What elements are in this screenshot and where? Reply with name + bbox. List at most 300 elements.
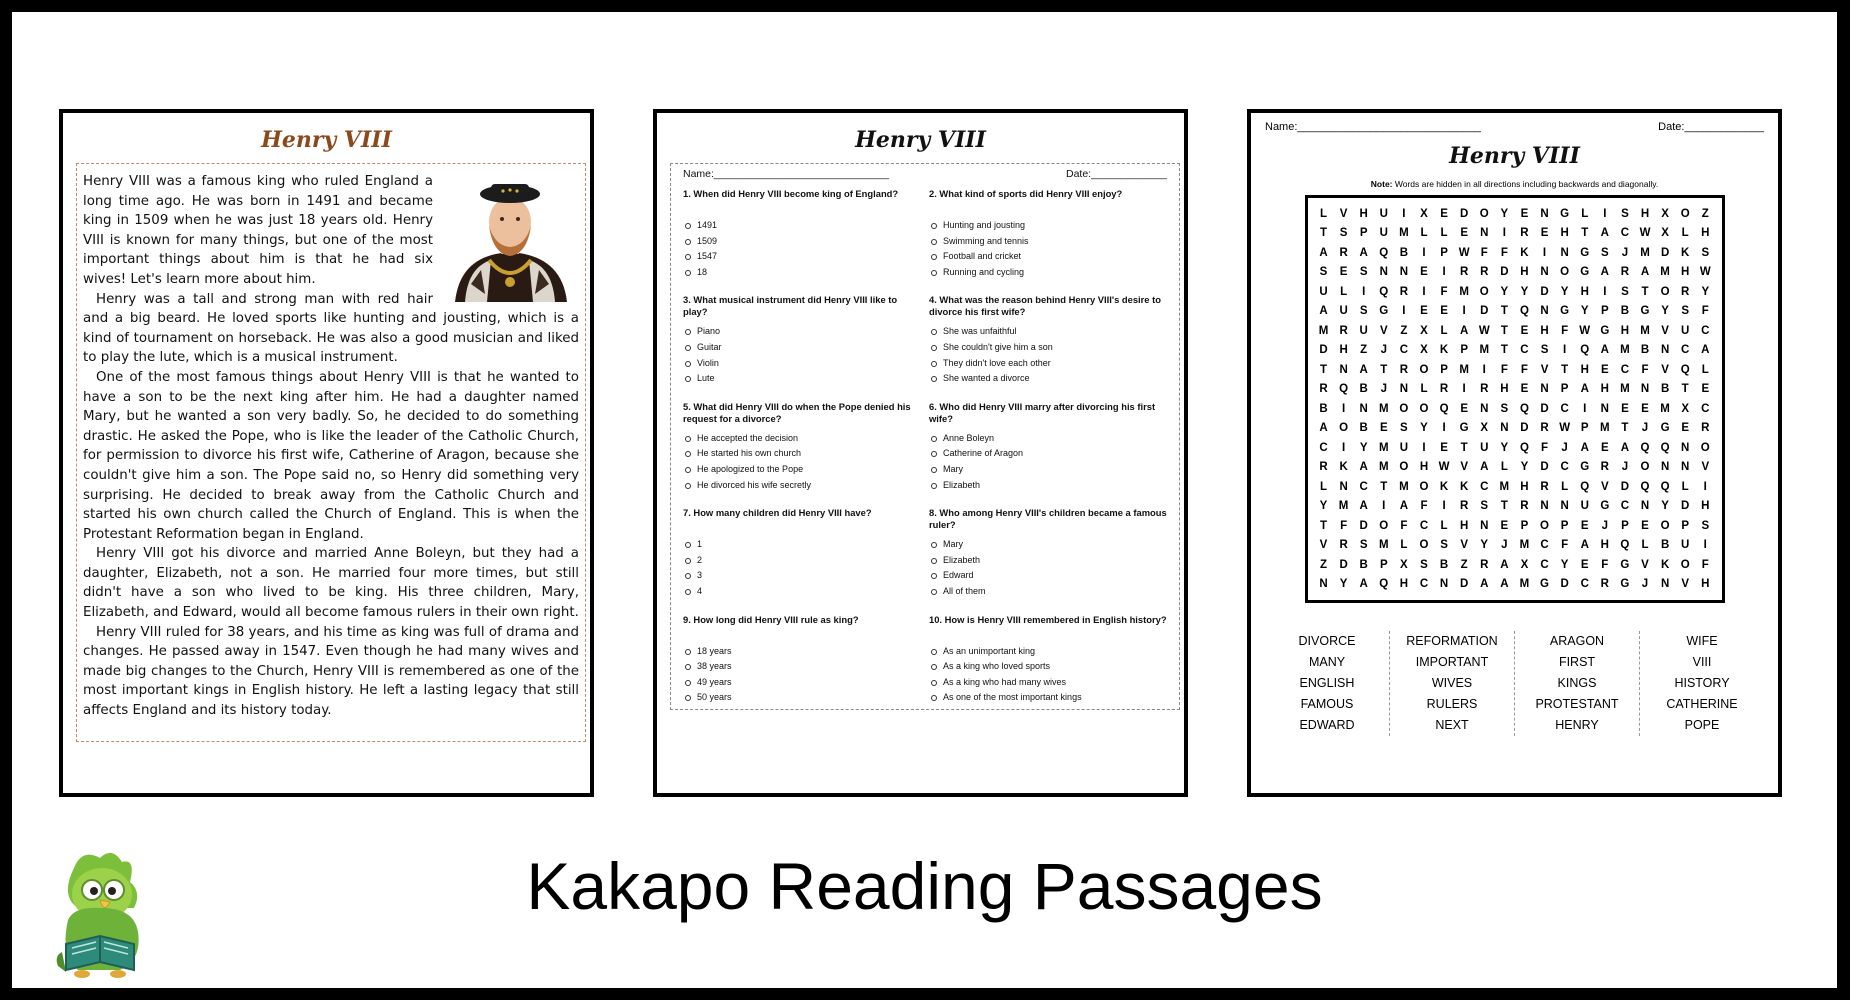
grid-letter[interactable]: A [1359,500,1368,513]
grid-letter[interactable]: E [1420,266,1428,279]
grid-letter[interactable]: N [1480,402,1489,415]
grid-letter[interactable]: V [1681,578,1690,591]
grid-letter[interactable]: H [1701,578,1710,591]
grid-letter[interactable]: R [1600,461,1609,474]
grid-letter[interactable]: X [1661,227,1669,240]
grid-letter[interactable]: N [1339,363,1348,376]
grid-letter[interactable]: L [1420,383,1428,396]
grid-letter[interactable]: A [1500,578,1509,591]
grid-letter[interactable]: N [1399,266,1409,279]
answer-option[interactable]: Football and cricket [929,249,1167,265]
grid-letter[interactable]: B [1640,344,1650,357]
grid-letter[interactable]: Y [1661,305,1669,318]
grid-letter[interactable]: F [1500,246,1508,259]
grid-letter[interactable]: E [1580,519,1589,532]
grid-letter[interactable]: N [1681,441,1690,454]
grid-letter[interactable]: Y [1420,422,1428,435]
grid-letter[interactable]: E [1600,363,1609,376]
grid-letter[interactable]: P [1560,383,1569,396]
grid-letter[interactable]: V [1661,363,1669,376]
grid-letter[interactable]: R [1339,324,1348,337]
answer-option[interactable]: He divorced his wife secretly [683,478,921,494]
grid-letter[interactable]: E [1379,422,1388,435]
grid-letter[interactable]: L [1340,285,1348,298]
answer-option[interactable]: Edward [929,568,1167,584]
grid-letter[interactable]: R [1399,285,1409,298]
answer-option[interactable]: 49 years [683,675,921,691]
grid-letter[interactable]: Y [1319,500,1328,513]
grid-letter[interactable]: P [1359,227,1368,240]
grid-letter[interactable]: L [1581,207,1589,220]
grid-letter[interactable]: E [1701,383,1710,396]
grid-letter[interactable]: S [1339,227,1348,240]
grid-letter[interactable]: O [1479,207,1489,220]
answer-option[interactable]: 1491 [683,218,921,234]
grid-letter[interactable]: A [1500,558,1509,571]
grid-letter[interactable]: O [1419,480,1429,493]
grid-letter[interactable]: H [1620,324,1630,337]
grid-letter[interactable]: G [1660,422,1670,435]
grid-letter[interactable]: N [1439,578,1449,591]
answer-option[interactable]: Running and cycling [929,265,1167,281]
grid-letter[interactable]: B [1620,305,1630,318]
grid-letter[interactable]: A [1399,500,1409,513]
grid-letter[interactable]: W [1478,324,1490,337]
grid-letter[interactable]: V [1641,558,1649,571]
grid-letter[interactable]: W [1699,266,1711,279]
grid-letter[interactable]: O [1540,519,1549,532]
grid-letter[interactable]: G [1580,461,1590,474]
grid-letter[interactable]: G [1600,500,1610,513]
grid-letter[interactable]: C [1560,461,1569,474]
answer-option[interactable]: She was unfaithful [929,324,1167,340]
grid-letter[interactable]: D [1540,402,1549,415]
grid-letter[interactable]: T [1500,500,1508,513]
grid-letter[interactable]: R [1339,246,1348,259]
grid-letter[interactable]: L [1561,480,1569,493]
grid-letter[interactable]: Q [1620,539,1630,552]
answer-option[interactable]: He accepted the decision [683,431,921,447]
grid-letter[interactable]: Q [1379,578,1389,591]
grid-letter[interactable]: N [1540,266,1549,279]
grid-letter[interactable]: F [1641,363,1649,376]
grid-letter[interactable]: J [1501,539,1508,552]
grid-letter[interactable]: Y [1701,285,1710,298]
grid-letter[interactable]: M [1378,539,1389,552]
grid-letter[interactable]: V [1661,324,1669,337]
grid-letter[interactable]: U [1379,227,1388,240]
grid-letter[interactable]: L [1681,227,1689,240]
grid-letter[interactable]: C [1480,480,1489,493]
grid-letter[interactable]: B [1660,539,1670,552]
grid-letter[interactable]: I [1382,500,1386,513]
grid-letter[interactable]: P [1440,246,1448,259]
letter-grid[interactable] [1305,195,1725,603]
grid-letter[interactable]: D [1460,207,1469,220]
answer-option[interactable]: He started his own church [683,446,921,462]
grid-letter[interactable]: U [1399,441,1409,454]
grid-letter[interactable]: F [1701,305,1709,318]
grid-letter[interactable]: Z [1319,558,1328,571]
grid-letter[interactable]: O [1700,441,1710,454]
grid-letter[interactable]: R [1681,285,1690,298]
grid-letter[interactable]: E [1440,441,1448,454]
grid-letter[interactable]: K [1439,344,1449,357]
grid-letter[interactable]: I [1402,207,1406,220]
grid-letter[interactable]: M [1378,402,1389,415]
grid-letter[interactable]: A [1580,539,1589,552]
grid-letter[interactable]: S [1400,422,1408,435]
grid-letter[interactable]: Y [1661,500,1669,513]
grid-letter[interactable]: R [1520,500,1529,513]
grid-letter[interactable]: W [1559,422,1571,435]
grid-letter[interactable]: A [1640,266,1650,279]
grid-letter[interactable]: Q [1680,363,1690,376]
grid-letter[interactable]: M [1399,480,1409,493]
grid-letter[interactable]: O [1680,558,1690,571]
grid-letter[interactable]: A [1319,422,1328,435]
answer-option[interactable]: He apologized to the Pope [683,462,921,478]
grid-letter[interactable]: W [1438,461,1450,474]
grid-letter[interactable]: C [1560,402,1569,415]
grid-letter[interactable]: I [1442,500,1446,513]
grid-letter[interactable]: Y [1560,558,1569,571]
grid-letter[interactable]: R [1480,383,1489,396]
grid-letter[interactable]: N [1319,578,1328,591]
grid-letter[interactable]: I [1462,383,1466,396]
grid-letter[interactable]: Y [1520,461,1529,474]
grid-letter[interactable]: M [1640,246,1650,259]
grid-letter[interactable]: W [1458,246,1470,259]
grid-letter[interactable]: S [1359,266,1368,279]
grid-letter[interactable]: P [1440,363,1448,376]
grid-letter[interactable]: Z [1701,207,1709,220]
grid-letter[interactable]: J [1641,578,1649,591]
grid-letter[interactable]: R [1319,383,1328,396]
grid-letter[interactable]: F [1601,558,1609,571]
grid-letter[interactable]: R [1460,266,1469,279]
grid-letter[interactable]: E [1460,227,1468,240]
grid-letter[interactable]: X [1480,422,1489,435]
grid-letter[interactable]: I [1462,305,1466,318]
grid-letter[interactable]: N [1540,305,1549,318]
grid-letter[interactable]: S [1621,207,1629,220]
grid-letter[interactable]: X [1420,207,1428,220]
grid-letter[interactable]: F [1500,363,1508,376]
grid-letter[interactable]: G [1620,578,1630,591]
grid-letter[interactable]: P [1520,519,1529,532]
answer-option[interactable]: 38 years [683,659,921,675]
grid-letter[interactable]: E [1520,324,1529,337]
grid-letter[interactable]: E [1460,402,1468,415]
grid-letter[interactable]: S [1540,344,1549,357]
grid-letter[interactable]: F [1420,500,1428,513]
grid-letter[interactable]: K [1439,480,1449,493]
grid-letter[interactable]: E [1440,207,1448,220]
grid-letter[interactable]: R [1701,422,1710,435]
grid-letter[interactable]: A [1580,441,1589,454]
answer-option[interactable]: As a king who loved sports [929,659,1167,675]
answer-option[interactable]: 18 years [683,644,921,660]
grid-letter[interactable]: S [1420,558,1428,571]
grid-letter[interactable]: E [1641,519,1649,532]
grid-letter[interactable]: J [1641,422,1649,435]
grid-letter[interactable]: O [1560,266,1570,279]
grid-letter[interactable]: B [1439,558,1449,571]
grid-letter[interactable]: A [1359,246,1368,259]
grid-letter[interactable]: L [1420,227,1428,240]
grid-letter[interactable]: C [1681,344,1690,357]
grid-letter[interactable]: D [1339,558,1348,571]
grid-letter[interactable]: T [1581,227,1589,240]
grid-letter[interactable]: J [1601,519,1609,532]
grid-letter[interactable]: O [1419,539,1429,552]
grid-letter[interactable]: R [1540,480,1549,493]
grid-letter[interactable]: F [1340,519,1348,532]
grid-letter[interactable]: J [1621,461,1629,474]
grid-letter[interactable]: V [1460,461,1468,474]
grid-letter[interactable]: E [1520,207,1529,220]
grid-letter[interactable]: Q [1379,246,1389,259]
grid-letter[interactable]: A [1359,363,1368,376]
grid-letter[interactable]: S [1359,539,1368,552]
answer-option[interactable]: Violin [683,356,921,372]
grid-letter[interactable]: D [1460,578,1469,591]
answer-option[interactable]: Elizabeth [929,553,1167,569]
grid-letter[interactable]: M [1660,266,1670,279]
grid-letter[interactable]: U [1681,324,1690,337]
grid-letter[interactable]: H [1540,324,1549,337]
grid-letter[interactable]: O [1399,402,1409,415]
grid-letter[interactable]: I [1603,285,1607,298]
grid-letter[interactable]: N [1560,500,1569,513]
grid-letter[interactable]: X [1400,558,1408,571]
grid-letter[interactable]: E [1580,558,1589,571]
grid-letter[interactable]: M [1620,383,1630,396]
grid-letter[interactable]: N [1339,480,1348,493]
grid-letter[interactable]: V [1540,363,1549,376]
grid-letter[interactable]: L [1701,363,1709,376]
grid-letter[interactable]: L [1440,324,1448,337]
grid-letter[interactable]: M [1479,344,1490,357]
answer-option[interactable]: 1509 [683,234,921,250]
grid-letter[interactable]: F [1520,363,1528,376]
grid-letter[interactable]: A [1359,578,1368,591]
grid-letter[interactable]: E [1641,402,1649,415]
grid-letter[interactable]: P [1681,519,1690,532]
grid-letter[interactable]: F [1701,558,1709,571]
grid-letter[interactable]: M [1338,500,1349,513]
grid-letter[interactable]: H [1460,519,1469,532]
grid-letter[interactable]: I [1603,207,1607,220]
grid-letter[interactable]: R [1460,500,1469,513]
grid-letter[interactable]: I [1341,402,1346,415]
answer-option[interactable]: 50 years [683,690,921,706]
grid-letter[interactable]: N [1540,207,1549,220]
grid-letter[interactable]: E [1600,441,1609,454]
grid-letter[interactable]: U [1480,441,1489,454]
grid-letter[interactable]: F [1480,246,1488,259]
answer-option[interactable]: Mary [929,462,1167,478]
grid-letter[interactable]: N [1480,519,1489,532]
grid-letter[interactable]: E [1440,305,1448,318]
grid-letter[interactable]: Q [1439,402,1449,415]
grid-letter[interactable]: T [1319,227,1328,240]
grid-letter[interactable]: D [1520,422,1529,435]
grid-letter[interactable]: H [1580,285,1589,298]
grid-letter[interactable]: I [1422,285,1426,298]
answer-option[interactable]: As one of the most important kings [929,690,1167,706]
grid-letter[interactable]: M [1660,402,1670,415]
grid-letter[interactable]: Z [1360,344,1368,357]
grid-letter[interactable]: A [1359,461,1368,474]
grid-letter[interactable]: U [1319,285,1328,298]
grid-letter[interactable]: A [1600,266,1609,279]
grid-letter[interactable]: X [1681,402,1690,415]
grid-letter[interactable]: M [1318,324,1329,337]
grid-letter[interactable]: R [1399,363,1409,376]
answer-option[interactable]: As a king who had many wives [929,675,1167,691]
grid-letter[interactable]: Y [1339,578,1348,591]
grid-letter[interactable]: N [1540,500,1549,513]
grid-letter[interactable]: E [1520,383,1529,396]
grid-letter[interactable]: G [1620,558,1630,571]
grid-letter[interactable]: U [1681,539,1690,552]
answer-option[interactable]: 3 [683,568,921,584]
grid-letter[interactable]: R [1480,558,1489,571]
grid-letter[interactable]: M [1378,441,1389,454]
grid-letter[interactable]: D [1500,266,1509,279]
grid-letter[interactable]: C [1620,500,1630,513]
grid-letter[interactable]: N [1480,227,1489,240]
grid-letter[interactable]: E [1420,305,1428,318]
answer-option[interactable]: She wanted a divorce [929,371,1167,387]
grid-letter[interactable]: X [1420,324,1428,337]
grid-letter[interactable]: G [1540,578,1549,591]
grid-letter[interactable]: A [1600,227,1609,240]
grid-letter[interactable]: N [1500,422,1509,435]
grid-letter[interactable]: R [1319,461,1328,474]
grid-letter[interactable]: N [1640,500,1650,513]
grid-letter[interactable]: M [1459,363,1469,376]
grid-letter[interactable]: O [1660,285,1670,298]
grid-letter[interactable]: D [1540,461,1549,474]
grid-letter[interactable]: D [1319,344,1328,357]
answer-option[interactable]: 1 [683,537,921,553]
grid-letter[interactable]: Z [1460,558,1468,571]
grid-letter[interactable]: S [1621,285,1629,298]
answer-option[interactable]: Hunting and jousting [929,218,1167,234]
grid-letter[interactable]: S [1600,246,1609,259]
grid-letter[interactable]: H [1681,266,1690,279]
grid-letter[interactable]: M [1399,227,1409,240]
grid-letter[interactable]: A [1701,344,1710,357]
grid-letter[interactable]: C [1419,519,1429,532]
answer-option[interactable]: She couldn't give him a son [929,340,1167,356]
grid-letter[interactable]: T [1561,363,1569,376]
grid-letter[interactable]: I [1563,344,1567,357]
grid-letter[interactable]: I [1703,480,1707,493]
grid-letter[interactable]: O [1660,519,1670,532]
grid-letter[interactable]: F [1561,324,1569,337]
grid-letter[interactable]: A [1319,246,1328,259]
grid-letter[interactable]: N [1660,578,1670,591]
grid-letter[interactable]: Q [1519,441,1529,454]
grid-letter[interactable]: G [1580,246,1590,259]
grid-letter[interactable]: Y [1480,539,1489,552]
answer-option[interactable]: Piano [683,324,921,340]
grid-letter[interactable]: H [1500,383,1509,396]
grid-letter[interactable]: G [1379,305,1389,318]
grid-letter[interactable]: U [1339,305,1348,318]
grid-letter[interactable]: Y [1359,441,1368,454]
grid-letter[interactable]: O [1640,461,1650,474]
grid-letter[interactable]: N [1540,383,1549,396]
answer-option[interactable]: As an unimportant king [929,644,1167,660]
grid-letter[interactable]: B [1359,558,1368,571]
grid-letter[interactable]: V [1600,480,1609,493]
grid-letter[interactable]: M [1600,422,1610,435]
grid-letter[interactable]: N [1560,246,1569,259]
grid-letter[interactable]: B [1660,383,1670,396]
grid-letter[interactable]: L [1440,227,1448,240]
grid-letter[interactable]: E [1621,402,1629,415]
wordsearch-date-field[interactable]: Date:_____________ [1658,121,1764,133]
grid-letter[interactable]: V [1339,207,1348,220]
grid-letter[interactable]: K [1460,480,1469,493]
grid-letter[interactable]: C [1620,363,1630,376]
grid-letter[interactable]: H [1600,539,1609,552]
grid-letter[interactable]: H [1520,480,1529,493]
grid-letter[interactable]: M [1378,461,1389,474]
grid-letter[interactable]: Q [1519,305,1529,318]
grid-letter[interactable]: C [1620,227,1630,240]
grid-letter[interactable]: U [1580,500,1589,513]
grid-letter[interactable]: O [1680,207,1690,220]
grid-letter[interactable]: C [1520,344,1529,357]
grid-letter[interactable]: M [1459,285,1469,298]
grid-letter[interactable]: L [1319,480,1328,493]
grid-letter[interactable]: C [1319,441,1328,454]
answer-option[interactable]: Mary [929,537,1167,553]
grid-letter[interactable]: Q [1519,402,1529,415]
answer-option[interactable]: Swimming and tennis [929,234,1167,250]
grid-letter[interactable]: N [1660,344,1670,357]
grid-letter[interactable]: T [1500,344,1508,357]
grid-letter[interactable]: H [1339,344,1348,357]
answer-option[interactable]: 2 [683,553,921,569]
grid-letter[interactable]: Q [1580,480,1590,493]
grid-letter[interactable]: Q [1379,285,1389,298]
grid-letter[interactable]: I [1341,441,1346,454]
grid-letter[interactable]: J [1561,441,1568,454]
grid-letter[interactable]: O [1379,519,1389,532]
grid-letter[interactable]: F [1561,539,1569,552]
grid-letter[interactable]: E [1339,266,1348,279]
grid-letter[interactable]: M [1519,539,1530,552]
grid-letter[interactable]: S [1681,305,1690,318]
grid-letter[interactable]: H [1359,207,1368,220]
grid-letter[interactable]: F [1400,519,1408,532]
grid-letter[interactable]: F [1541,441,1549,454]
grid-letter[interactable]: B [1359,422,1368,435]
grid-letter[interactable]: T [1681,383,1689,396]
grid-letter[interactable]: A [1460,324,1469,337]
grid-letter[interactable]: R [1480,266,1489,279]
grid-letter[interactable]: T [1380,363,1388,376]
grid-letter[interactable]: S [1359,305,1368,318]
grid-letter[interactable]: Y [1580,305,1589,318]
